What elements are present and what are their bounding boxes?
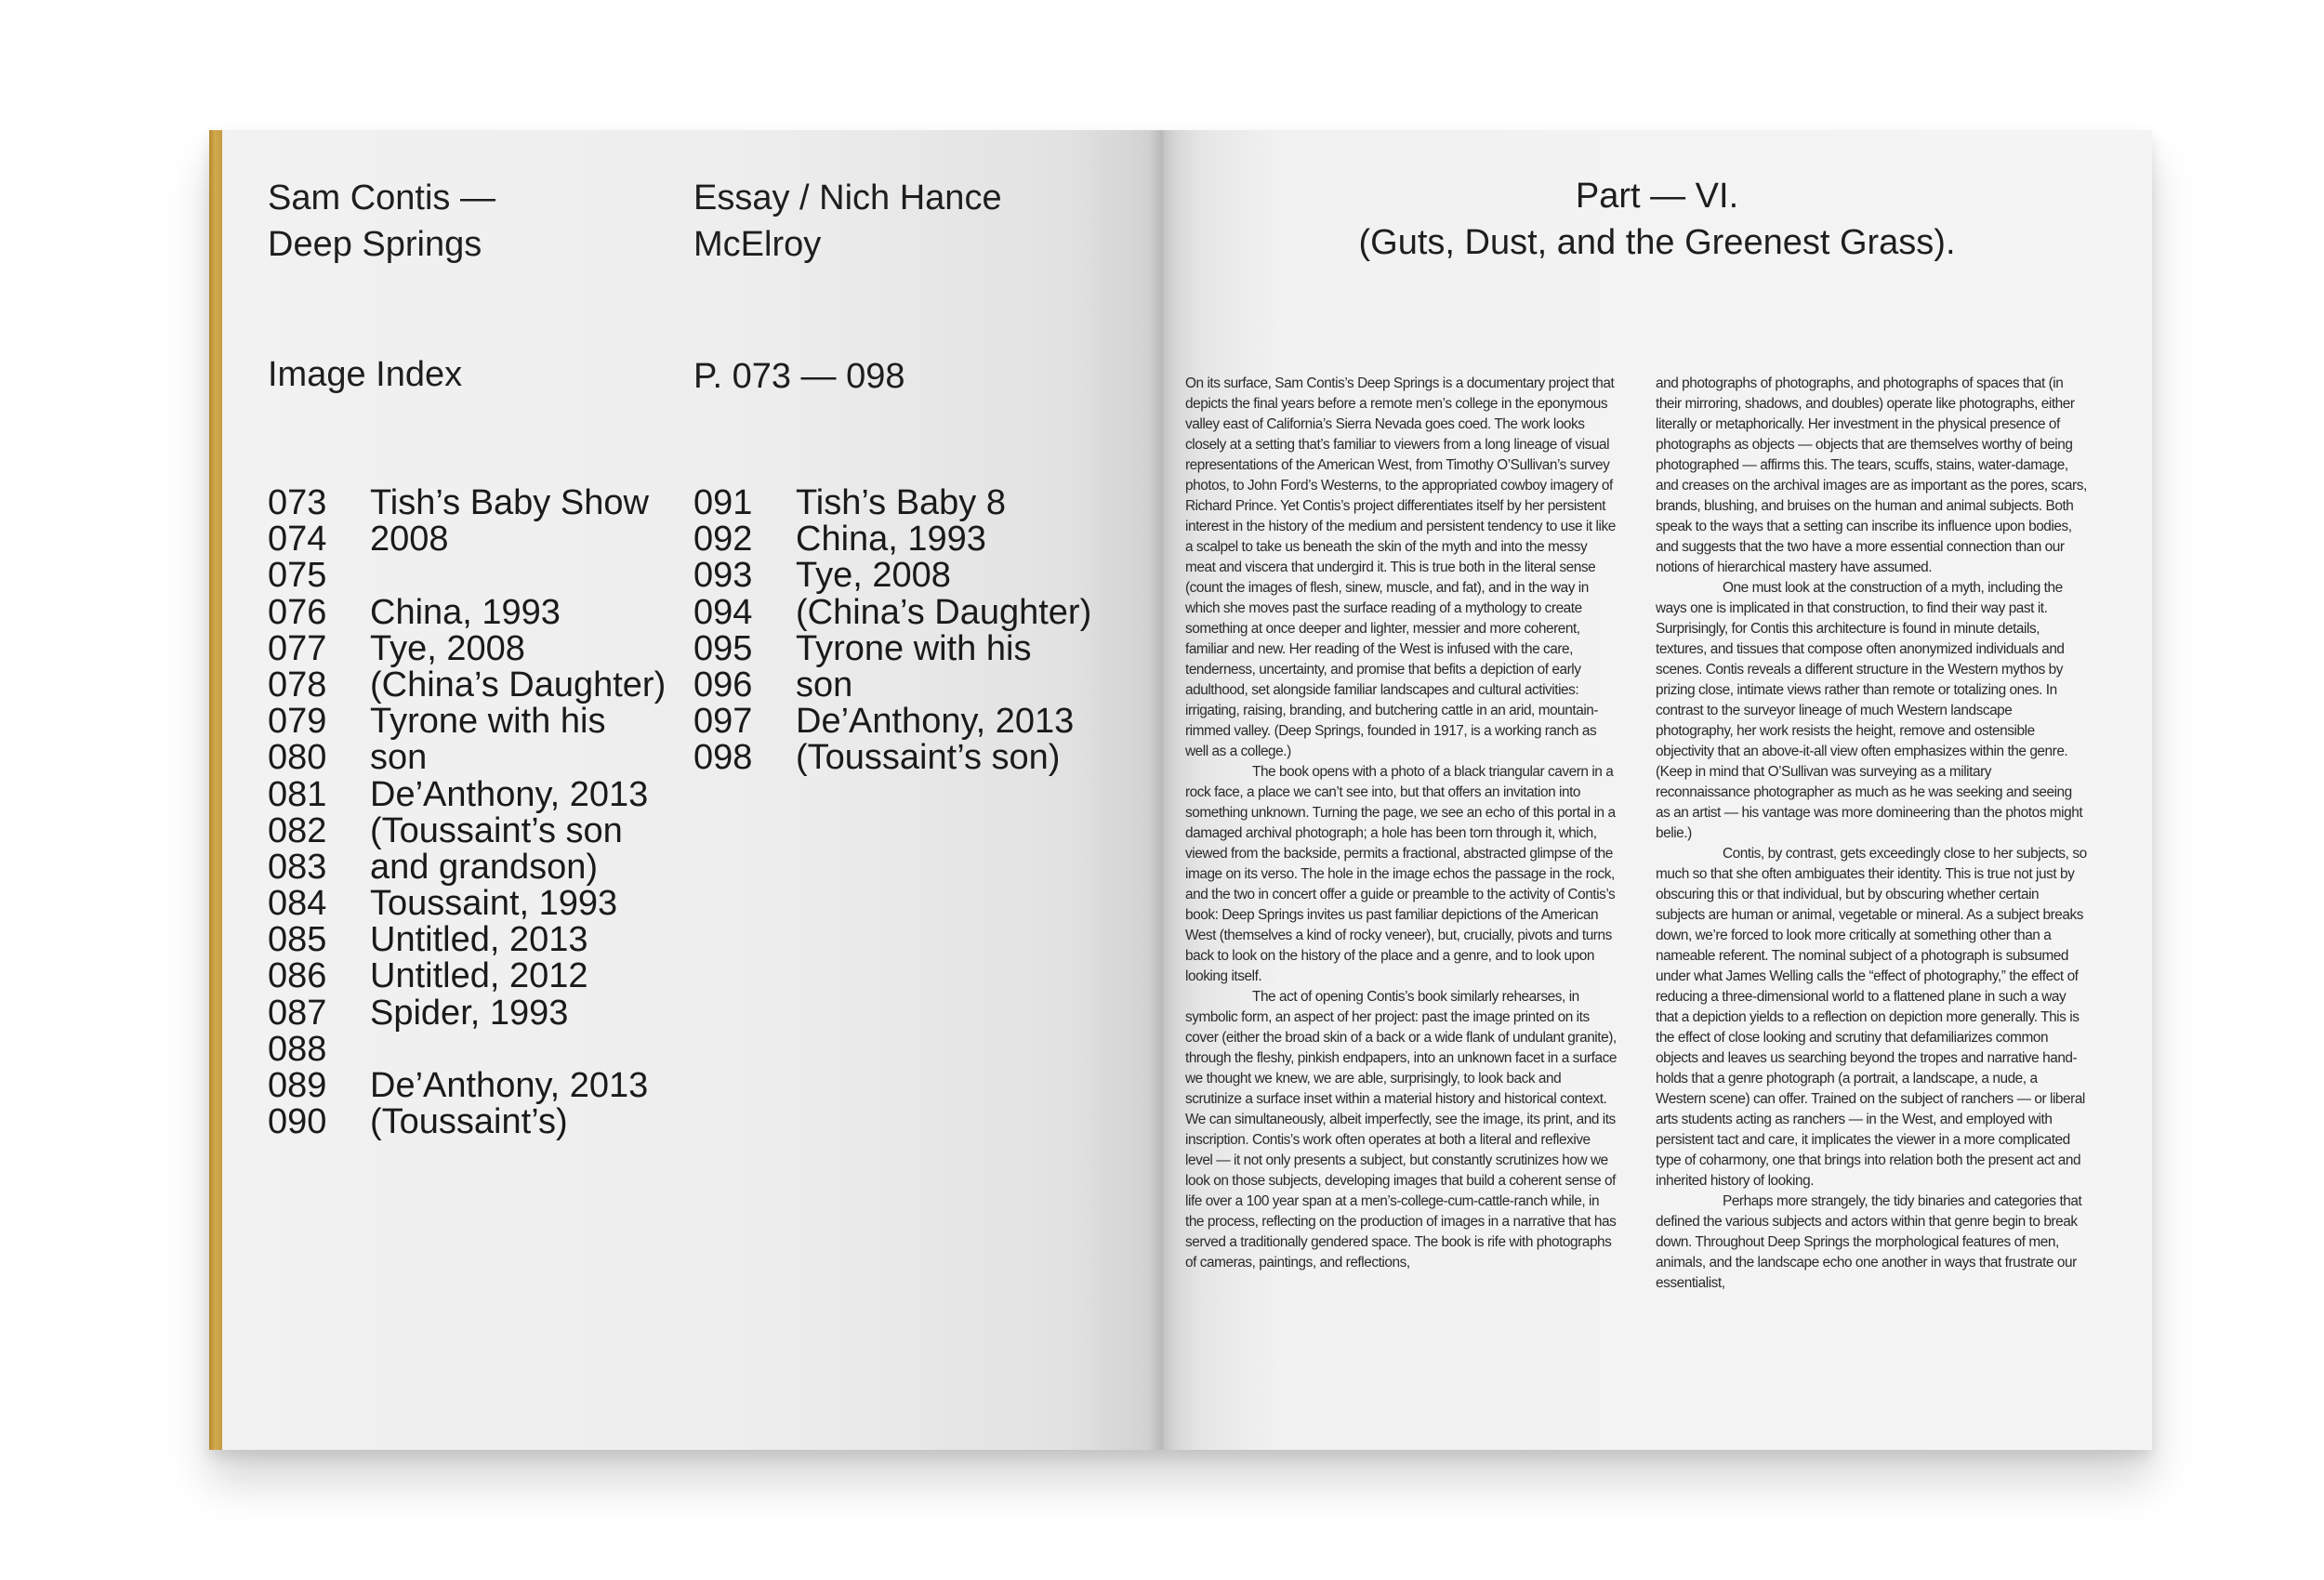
index-image-title: son — [796, 665, 853, 704]
index-image-title: (China’s Daughter) — [796, 592, 1092, 632]
index-page-number: 096 — [693, 665, 753, 704]
index-entry — [268, 849, 666, 886]
index-entry — [268, 810, 666, 850]
index-entry — [693, 628, 1091, 668]
index-image-title: (Toussaint’s) — [370, 1102, 568, 1142]
index-entry — [268, 1029, 666, 1069]
index-page-number: 080 — [268, 738, 327, 778]
image-index-heading: Image Index — [268, 355, 463, 394]
index-entry — [268, 628, 666, 668]
index-image-title: (China’s Daughter) — [370, 665, 667, 704]
index-entry — [268, 740, 666, 776]
right-page — [1162, 130, 2152, 1450]
index-page-number: 087 — [268, 993, 327, 1033]
essay-credit: Essay / Nich Hance McElroy — [693, 178, 1002, 264]
index-image-title: Tye, 2008 — [370, 628, 525, 668]
index-image-title: De’Anthony, 2013 — [370, 774, 649, 814]
index-page-number: 083 — [268, 847, 327, 887]
index-page-number: 082 — [268, 810, 327, 850]
index-entry — [268, 592, 666, 632]
index-entry — [268, 1104, 666, 1140]
index-image-title: (Toussaint’s son — [370, 810, 623, 850]
essay-paragraph: The act of opening Contis’s book similarly rehearses, in symbolic form, an aspect of her project: past the image printed on its cover (either the broad skin of a back or a wide flank of undulant granite), through the fleshy, pinkish endpapers, into an unknown facet in a surface we thought we knew, we are able, surprisingly, to look back and scrutinize a surface inset within a material history and historical context. We can simultaneously, albeit imperfectly, see the image, its print, and its inscription. Contis’s work often operates at both a literal and reflexive level — it not only presents a subject, but constantly scrutinizes how we look on those subjects, developing images that build a coherent sense of life over a 100 year span at a men’s-college-cum-cattle-ranch while, in the process, reflecting on the production of images in a narrative that has served a traditionally gendered space. The book is rife with photographs of cameras, paintings, and reflections, — [1185, 989, 1617, 1271]
index-image-title: Tyrone with his — [370, 702, 606, 742]
index-page-number: 076 — [268, 592, 327, 632]
page-range: P. 073 — 098 — [693, 357, 905, 396]
index-image-title: Tyrone with his — [796, 628, 1032, 668]
index-page-number: 091 — [693, 483, 753, 522]
essay-paragraph: Contis, by contrast, gets exceedingly close to her subjects, so much so that she often ambiguates their identity. This is true not just by obscuring this or that individual, but by obscuring whether certain subjects are human or animal, vegetable or mineral. As a subject breaks down, we’re forced to look more critically at something other than a nameable referent. The nominal subject of a photograph is subsumed under what James Welling calls the “effect of photography,” the effect of reducing a three-dimensional world to a flattened plane in such a way that a depiction yields to a reflection on depiction more generally. This is the effect of close looking and scrutiny that defamiliarizes common objects and leaves us searching beyond the tropes and narrative hand-holds that a genre photograph (a portrait, a landscape, a nude, a Western scene) can offer. Trained on the subject of ranchers — or liberal arts students acting as ranchers — in the West, and employed with persistent tact and care, it implicates the viewer in a more complicated type of coharmony, one that brings into relation both the present act and inherited history of looking. — [1656, 846, 2087, 1189]
index-page-number: 074 — [268, 520, 327, 560]
artist-title: Sam Contis — Deep Springs — [268, 178, 495, 264]
index-page-number: 084 — [268, 884, 327, 924]
index-entry — [268, 774, 666, 814]
index-image-title: De’Anthony, 2013 — [370, 1066, 649, 1105]
index-entry — [268, 958, 666, 994]
index-entry — [693, 558, 1091, 594]
index-image-title: Tish’s Baby 8 — [796, 483, 1006, 522]
index-image-title: Untitled, 2012 — [370, 956, 588, 996]
index-page-number: 092 — [693, 520, 753, 560]
index-entry — [268, 667, 666, 704]
index-entry — [693, 704, 1091, 740]
index-image-title: De’Anthony, 2013 — [796, 702, 1075, 742]
index-image-title: and grandson) — [370, 847, 599, 887]
index-entry — [268, 521, 666, 558]
essay-column-1 — [1185, 374, 1618, 1273]
index-entry — [693, 740, 1091, 776]
index-page-number: 094 — [693, 592, 753, 632]
index-image-title: Toussaint, 1993 — [370, 884, 618, 924]
index-page-number: 086 — [268, 956, 327, 996]
index-page-number: 081 — [268, 774, 327, 814]
index-page-number: 089 — [268, 1066, 327, 1105]
essay-column-2 — [1656, 374, 2088, 1294]
book-edge-yellow — [209, 130, 222, 1450]
index-page-number: 079 — [268, 702, 327, 742]
index-image-title: (Toussaint’s son) — [796, 738, 1061, 778]
index-page-number: 098 — [693, 738, 753, 778]
open-book — [209, 130, 2152, 1450]
index-image-title: Tish’s Baby Show — [370, 483, 649, 522]
essay-paragraph: One must look at the construction of a myth, including the ways one is implicated in that construction, to find their way past it. Surprisingly, for Contis this architecture is found in minute details, textures, and tissues that compose often anonymized individuals and scenes. Contis reveals a different structure in the Western mythos by prizing close, intimate views rather than remote or totalizing ones. In contrast to the surveyor lineage of much Western landscape photography, her work resists the height, remove and ostensible objectivity that an above-it-all view often emphasizes within the genre. (Keep in mind that O’Sullivan was surveying as a military reconnaissance photographer as much as he was seeking and seeing as an artist — his vantage was more domineering than the photos might belie.) — [1656, 580, 2083, 841]
index-page-number: 095 — [693, 628, 753, 668]
essay-paragraph: The book opens with a photo of a black triangular cavern in a rock face, a place we can’t see into, but that offers an invitation into something unknown. Turning the page, we see an echo of this portal in a damaged archival photograph; a hole has been torn through it, which, viewed from the backside, permits a fractional, abstracted glimpse of the image on its verso. The hole in the image echos the passage in the rock, and the two in concert offer a guide or preamble to the activity of Contis’s book: Deep Springs invites us past familiar depictions of the American West (themselves a kind of rocky veneer), but, crucially, pivots and turns back to look on the history of the place and a genre, and to look upon looking itself. — [1185, 764, 1616, 984]
index-entry — [268, 995, 666, 1032]
index-entry — [693, 485, 1091, 521]
index-image-title: 2008 — [370, 520, 449, 560]
index-page-number: 085 — [268, 920, 327, 960]
index-page-number: 077 — [268, 628, 327, 668]
index-entry — [268, 1068, 666, 1104]
part-title: Part — VI. (Guts, Dust, and the Greenest Grass). — [1358, 177, 1956, 262]
essay-paragraph: On its surface, Sam Contis’s Deep Springs is a documentary project that depicts the final years before a remote men’s college in the eponymous valley east of California’s Sierra Nevada goes coed. The work looks closely at a setting that’s familiar to viewers from a long lineage of visual representations of the American West, from Timothy O’Sullivan’s survey photos, to John Ford’s Westerns, to the appropriated cowboy imagery of Richard Prince. Yet Contis’s project differentiates itself by her persistent interest in the history of the medium and persistent tendency to use it like a scalpel to take us beneath the skin of the myth and into the messy meat and viscera that undergird it. This is true both in the literal sense (count the images of flesh, sinew, muscle, and fat), and in the way in which she moves past the surface reading of a mythology to create something at once deeper and lighter, messier and more coherent, familiar and new. Her reading of the West is infused with the care, tenderness, uncertainty, and promise that befits a depiction of early adulthood, set alongside familiar landscapes and cultural activities: irrigating, raising, branding, and butchering cattle in an arid, mountain-rimmed valley. (Deep Springs, founded in 1917, is a working ranch as well as a college.) — [1185, 375, 1616, 759]
index-image-title: Tye, 2008 — [796, 556, 951, 596]
index-page-number: 093 — [693, 556, 753, 596]
index-entry — [268, 922, 666, 958]
index-image-title: Spider, 1993 — [370, 993, 569, 1033]
index-image-title: son — [370, 738, 428, 778]
image-index-column-2 — [693, 485, 1091, 777]
index-page-number: 088 — [268, 1029, 327, 1069]
index-page-number: 078 — [268, 665, 327, 704]
index-image-title: Untitled, 2013 — [370, 920, 588, 960]
index-image-title: China, 1993 — [796, 520, 986, 560]
index-entry — [268, 558, 666, 594]
image-index-column-1 — [268, 485, 666, 1140]
index-entry — [268, 704, 666, 740]
essay-paragraph: and photographs of photographs, and photographs of spaces that (in their mirroring, shadows, and doubles) operate like photographs, either literally or metaphorically. Her investment in the physical presence of photographs as objects — objects that are themselves worthy of being photographed — affirms this. The tears, scuffs, stains, water-damage, and creases on the archival images are as important as the pores, scars, brands, blushing, and bruises on the human and animal subjects. Both speak to the ways that a setting can inscribe its influence upon bodies, and suggests that the two have a more essential connection than our notions of hierarchical mastery have assumed. — [1656, 375, 2087, 575]
index-image-title: China, 1993 — [370, 592, 561, 632]
index-entry — [693, 521, 1091, 558]
index-entry — [268, 886, 666, 922]
index-page-number: 097 — [693, 702, 753, 742]
index-entry — [268, 485, 666, 521]
index-page-number: 075 — [268, 556, 327, 596]
essay-paragraph: Perhaps more strangely, the tidy binaries and categories that defined the various subjects and actors within that genre begin to break down. Throughout Deep Springs the morphological features of men, animals, and the landscape echo one another in ways that frustrate our essentialist, — [1656, 1193, 2082, 1291]
index-entry — [693, 592, 1092, 632]
index-entry — [693, 667, 1091, 704]
index-page-number: 090 — [268, 1102, 327, 1142]
left-page — [209, 130, 1162, 1450]
index-page-number: 073 — [268, 483, 327, 522]
